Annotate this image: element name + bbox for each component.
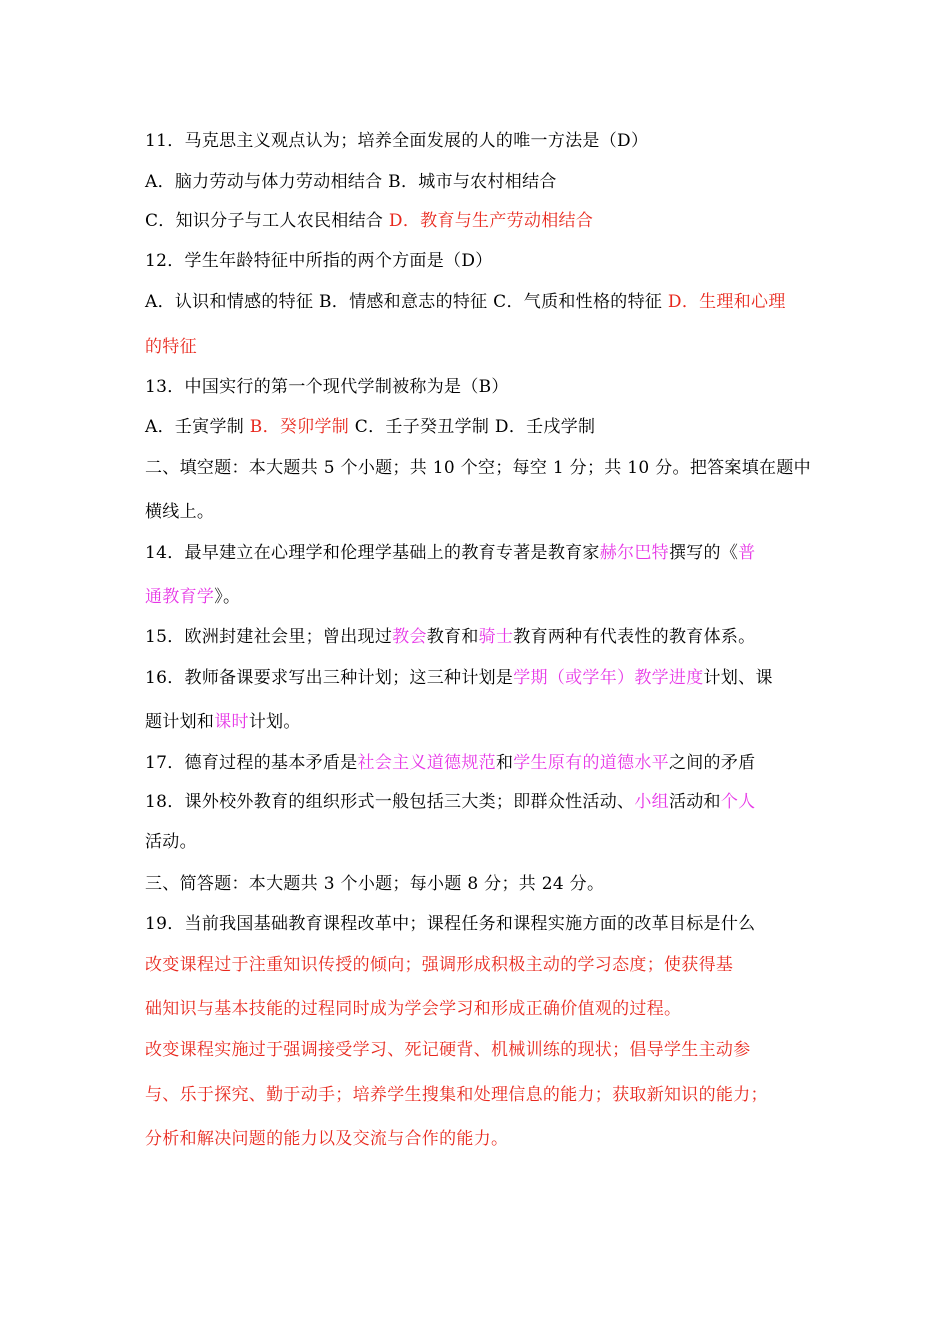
q16-text-end: 计划。 — [248, 712, 301, 732]
q16-text-mid2: 题计划和 — [145, 712, 215, 732]
q19-answer-line4: 与、乐于探究、勤于动手；培养学生搜集和处理信息的能力；获取新知识的能力； — [145, 1085, 768, 1105]
q14-line1 — [145, 538, 755, 563]
q19-stem: 19．当前我国基础教育课程改革中；课程任务和课程实施方面的改革目标是什么 — [145, 914, 756, 934]
section3-heading: 三、简答题：本大题共 3 个小题；每小题 8 分；共 24 分。 — [145, 874, 605, 894]
q18-answer-2: 个人 — [720, 792, 756, 812]
q16-text-mid: 计划、课 — [703, 668, 773, 688]
q16-answer-2: 课时 — [214, 712, 249, 732]
q13-options-cd: C．壬子癸丑学制 D．壬戌学制 — [349, 417, 596, 437]
q14-answer-2-cont: 通教育学 — [145, 587, 215, 607]
q14-text-end: 》。 — [214, 587, 241, 607]
q15-answer-2: 骑士 — [478, 627, 514, 647]
q11-answer-d: D．教育与生产劳动相结合 — [388, 211, 594, 231]
q14-line2 — [145, 582, 240, 607]
q17-answer-1: 社会主义道德规范 — [357, 753, 496, 773]
q12-answer-d-cont: 的特征 — [145, 337, 197, 357]
q13-options — [145, 412, 595, 437]
q11-options-ab: A．脑力劳动与体力劳动相结合 B．城市与农村相结合 — [145, 172, 557, 192]
q14-text: 14．最早建立在心理学和伦理学基础上的教育专著是教育家 — [145, 543, 600, 563]
q15-answer-1: 教会 — [392, 627, 427, 647]
q15-line — [145, 622, 755, 647]
q11-option-c: C．知识分子与工人农民相结合 — [145, 211, 389, 231]
q19-answer-line3: 改变课程实施过于强调接受学习、死记硬背、机械训练的现状；倡导学生主动参 — [145, 1040, 751, 1060]
q18-text: 18．课外校外教育的组织形式一般包括三大类；即群众性活动、 — [145, 792, 635, 812]
q16-line1 — [145, 663, 773, 688]
q14-text-mid: 撰写的《 — [668, 543, 739, 563]
q13-option-a: A．壬寅学制 — [145, 417, 250, 437]
q12-stem: 12．学生年龄特征中所指的两个方面是（D） — [145, 251, 493, 271]
q18-answer-1: 小组 — [634, 792, 669, 812]
q16-text: 16．教师备课要求写出三种计划；这三种计划是 — [145, 668, 514, 688]
q19-answer-line1: 改变课程过于注重知识传授的倾向；强调形成积极主动的学习态度；使获得基 — [145, 955, 734, 975]
q13-stem: 13．中国实行的第一个现代学制被称为是（B） — [145, 377, 509, 397]
q12-options — [145, 287, 786, 312]
q17-text-end: 之间的矛盾 — [668, 753, 756, 773]
q17-answer-2: 学生原有的道德水平 — [513, 753, 669, 773]
section2-heading-cont: 横线上。 — [145, 502, 215, 522]
q11-options-cd — [145, 206, 593, 231]
q15-text-mid: 教育和 — [426, 627, 479, 647]
q13-answer-b: B．癸卯学制 — [249, 417, 350, 437]
q12-answer-d: D．生理和心理 — [667, 292, 786, 312]
q18-line2: 活动。 — [145, 832, 197, 852]
q15-text: 15．欧洲封建社会里；曾出现过 — [145, 627, 393, 647]
q17-text-mid: 和 — [495, 753, 514, 773]
q14-answer-1: 赫尔巴特 — [599, 543, 669, 563]
q19-answer-line5: 分析和解决问题的能力以及交流与合作的能力。 — [145, 1129, 509, 1149]
q18-text-mid: 活动和 — [668, 792, 721, 812]
q19-answer-line2: 础知识与基本技能的过程同时成为学会学习和形成正确价值观的过程。 — [145, 999, 682, 1019]
q14-answer-2: 普 — [738, 543, 756, 563]
q15-text-end: 教育两种有代表性的教育体系。 — [513, 627, 756, 647]
q17-line — [145, 748, 755, 773]
q11-stem: 11．马克思主义观点认为；培养全面发展的人的唯一方法是（D） — [145, 131, 649, 151]
q16-answer-1: 学期（或学年）教学进度 — [513, 668, 704, 688]
q16-line2 — [145, 707, 301, 732]
section2-heading: 二、填空题：本大题共 5 个小题；共 10 个空；每空 1 分；共 10 分。把答案填在题中 — [145, 458, 811, 478]
q12-options-abc: A．认识和情感的特征 B．情感和意志的特征 C．气质和性格的特征 — [145, 292, 668, 312]
q17-text: 17．德育过程的基本矛盾是 — [145, 753, 358, 773]
q18-line1 — [145, 787, 755, 812]
